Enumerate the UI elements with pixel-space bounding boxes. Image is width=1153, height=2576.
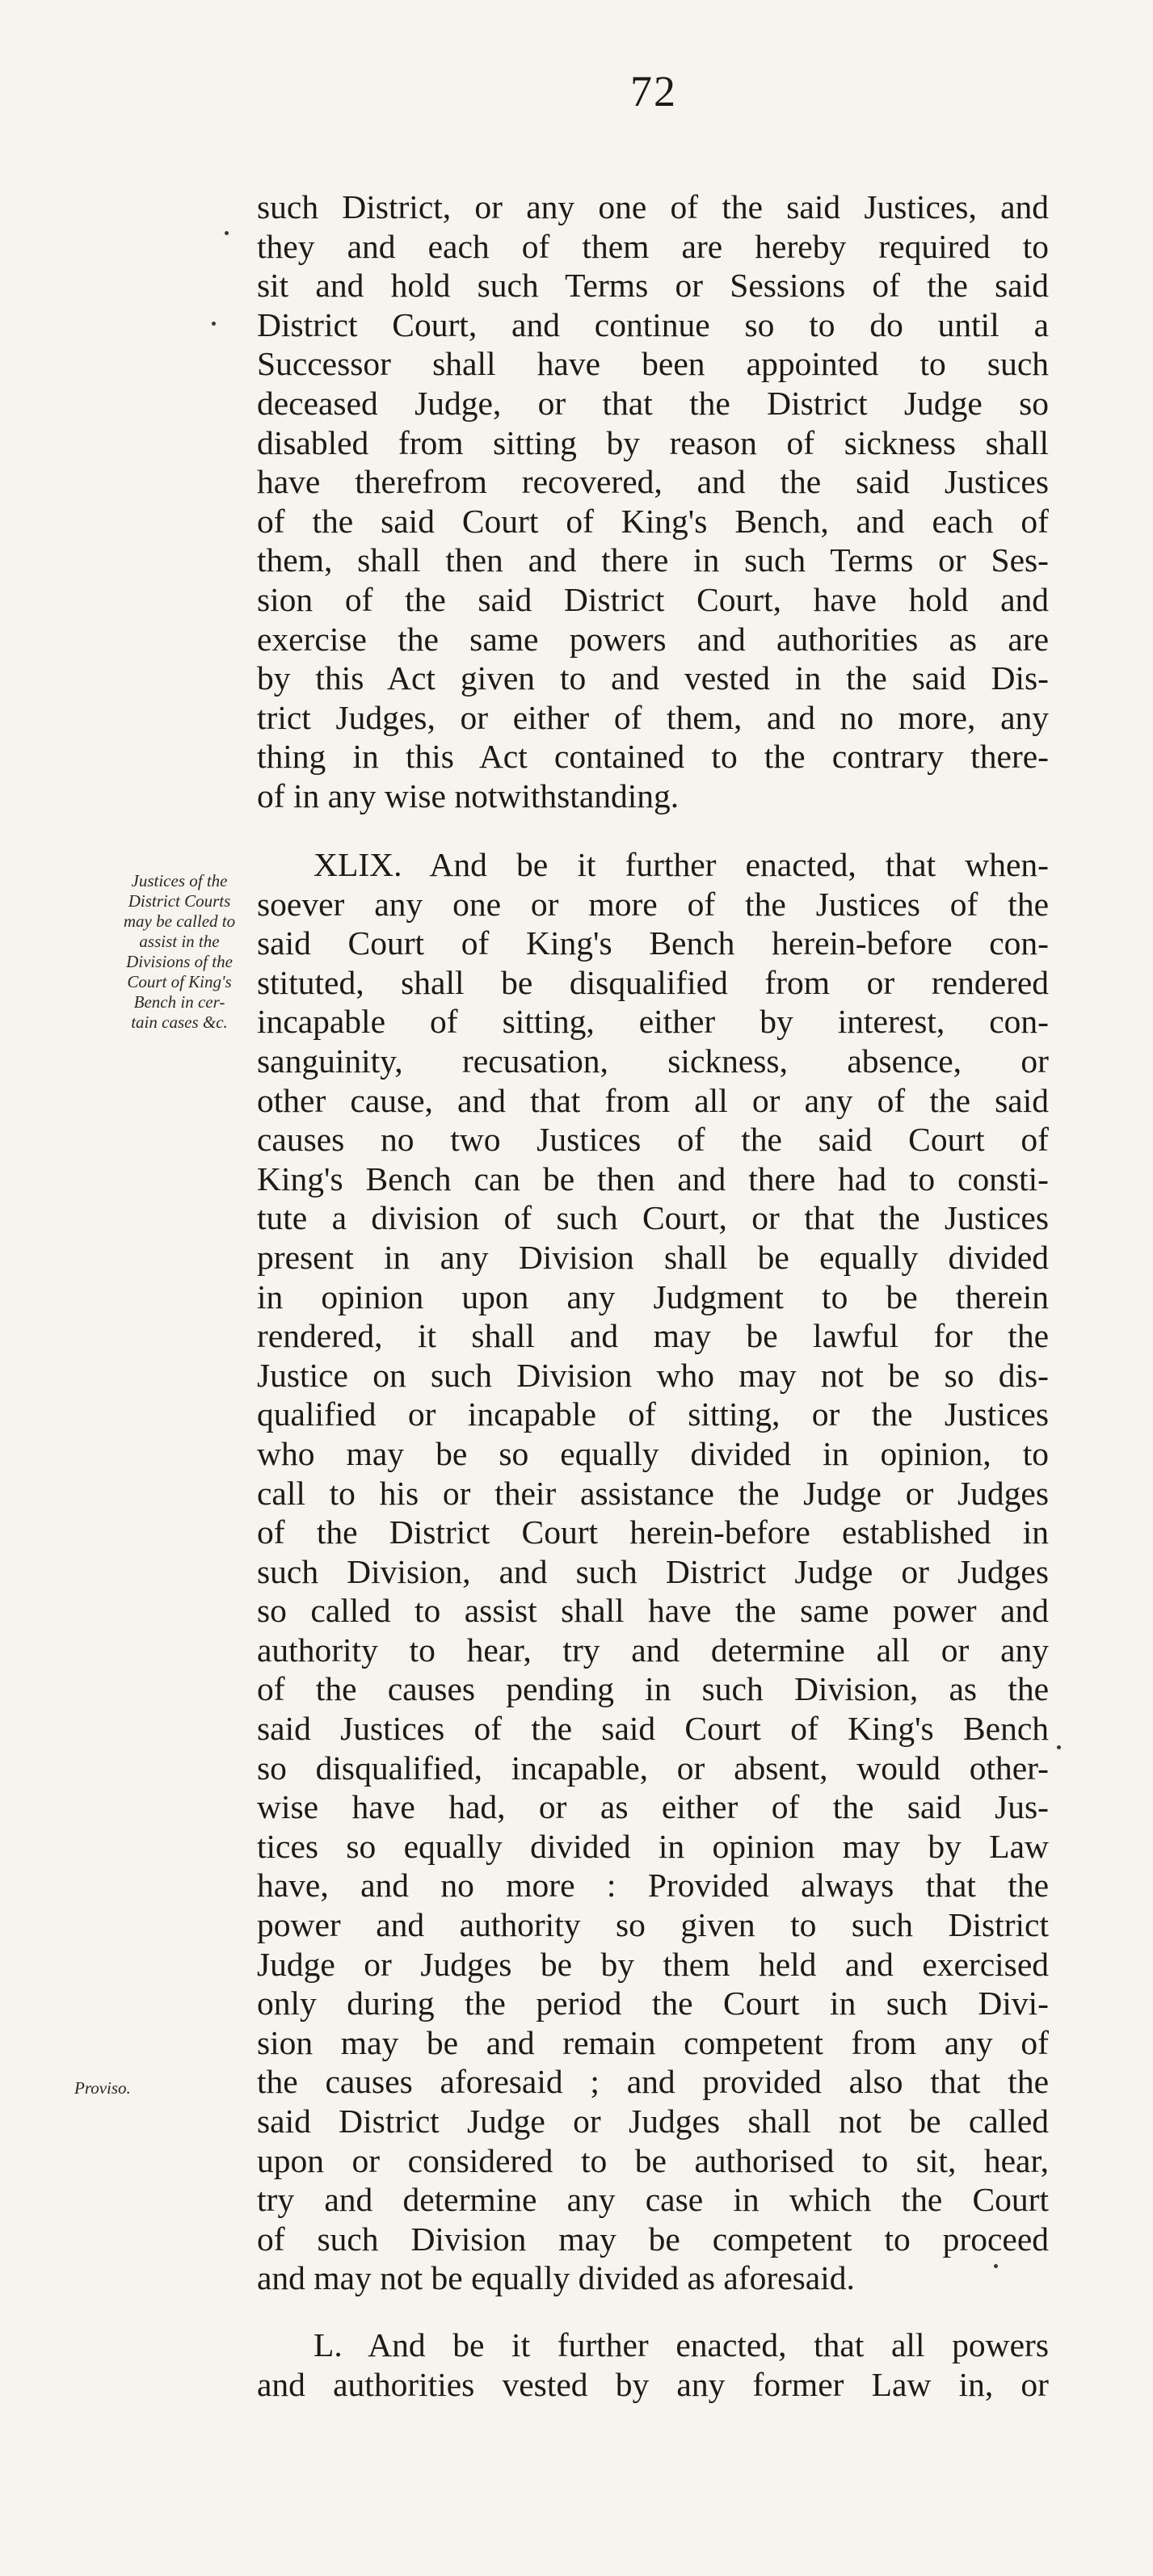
margin-note-line: tain cases &c. [131,1012,228,1032]
text-line: they and each of them are hereby required to [257,227,1049,265]
text-line: said Justices of the said Court of King's Bench [257,1710,1049,1748]
text-line: upon or considered to be authorised to sit, hear, [257,2141,1049,2179]
margin-note-line: Court of King's [127,972,232,991]
text-line: who may be so equally divided in opinion, to [257,1434,1049,1472]
text-line: Justice on such Division who may not be so dis- [257,1356,1049,1394]
text-line: XLIX. And be it further enacted, that when- [313,846,1049,883]
margin-note-proviso [74,2078,196,2098]
text-line: of the causes pending in such Division, as the [257,1670,1049,1708]
margin-note-line: Bench in cer- [133,992,225,1012]
text-line: only during the period the Court in such Divi- [257,1985,1049,2022]
text-line: and may not be equally divided as aforesaid. [257,2259,855,2297]
text-line: in opinion upon any Judgment to be therein [257,1277,1049,1315]
ink-speck [994,2264,998,2268]
text-line: of in any wise notwithstanding. [257,777,680,814]
text-line: qualified or incapable of sitting, or the Justices [257,1395,1049,1433]
text-line: soever any one or more of the Justices of the [257,885,1049,923]
margin-note-line: Proviso. [74,2078,131,2098]
text-line: the causes aforesaid ; and provided also that the [257,2063,1049,2101]
text-line: exercise the same powers and authorities as are [257,620,1049,658]
margin-note-line: may be called to [123,911,236,931]
text-line: have, and no more : Provided always that the [257,1867,1049,1905]
text-line: Judge or Judges be by them held and exercised [257,1945,1049,1983]
text-line: have therefrom recovered, and the said Justices [257,463,1049,501]
text-line: so called to assist shall have the same power and [257,1592,1049,1630]
text-line: stituted, shall be disqualified from or rendered [257,963,1049,1001]
text-line: them, shall then and there in such Terms or Ses- [257,541,1049,579]
text-line: so disqualified, incapable, or absent, would other- [257,1749,1049,1787]
margin-note-line: District Courts [128,891,231,911]
text-line: incapable of sitting, either by interest, con- [257,1003,1049,1041]
text-line: wise have had, or as either of the said Jus- [257,1788,1049,1826]
text-line: tute a division of such Court, or that the Justices [257,1199,1049,1237]
text-line: try and determine any case in which the Court [257,2181,1049,2219]
text-line: thing in this Act contained to the contrary there- [257,738,1049,776]
text-line: sit and hold such Terms or Sessions of the said [257,267,1049,305]
text-line: District Court, and continue so to do until a [257,305,1049,343]
text-line: disabled from sitting by reason of sickness shall [257,423,1049,461]
text-line: Successor shall have been appointed to such [257,345,1049,383]
text-line: of the District Court herein-before established in [257,1513,1049,1551]
text-line: present in any Division shall be equally divided [257,1238,1049,1276]
text-line: by this Act given to and vested in the said Dis- [257,659,1049,697]
text-line: power and authority so given to such District [257,1906,1049,1944]
text-line: call to his or their assistance the Judge or Judges [257,1474,1049,1512]
paragraph-section-xlix [257,845,1049,2298]
text-line: of such Division may be competent to proceed [257,2220,1049,2258]
text-line: King's Bench can be then and there had to consti- [257,1160,1049,1198]
ink-speck [212,322,216,326]
text-line: trict Judges, or either of them, and no more, any [257,698,1049,736]
text-line: and authorities vested by any former Law in, or [257,2365,1049,2403]
text-line: such District, or any one of the said Justices, and [257,188,1049,225]
margin-note-justices [90,871,268,1033]
text-line: sanguinity, recusation, sickness, absence, or [257,1042,1049,1080]
text-line: tices so equally divided in opinion may by Law [257,1827,1049,1865]
text-line: other cause, and that from all or any of the said [257,1081,1049,1119]
text-line: rendered, it shall and may be lawful for the [257,1317,1049,1355]
page-number: 72 [630,67,677,116]
text-line: authority to hear, try and determine all or any [257,1631,1049,1669]
text-line: L. And be it further enacted, that all powers [313,2326,1049,2363]
text-line: said District Judge or Judges shall not be called [257,2102,1049,2140]
margin-note-line: Justices of the [131,871,228,890]
ink-speck [225,231,229,235]
text-line: deceased Judge, or that the District Judge so [257,384,1049,422]
margin-note-line: Divisions of the [126,952,233,971]
paragraph-section-l [257,2326,1049,2404]
text-line: such Division, and such District Judge or Judges [257,1552,1049,1590]
text-line: of the said Court of King's Bench, and each of [257,502,1049,540]
text-line: said Court of King's Bench herein-before con- [257,924,1049,962]
text-line: causes no two Justices of the said Court of [257,1121,1049,1159]
text-line: sion may be and remain competent from any of [257,2023,1049,2061]
ink-speck [1057,1745,1061,1749]
text-line: sion of the said District Court, have hold and [257,580,1049,618]
paragraph-continuation [257,187,1049,816]
margin-note-line: assist in the [139,932,220,951]
